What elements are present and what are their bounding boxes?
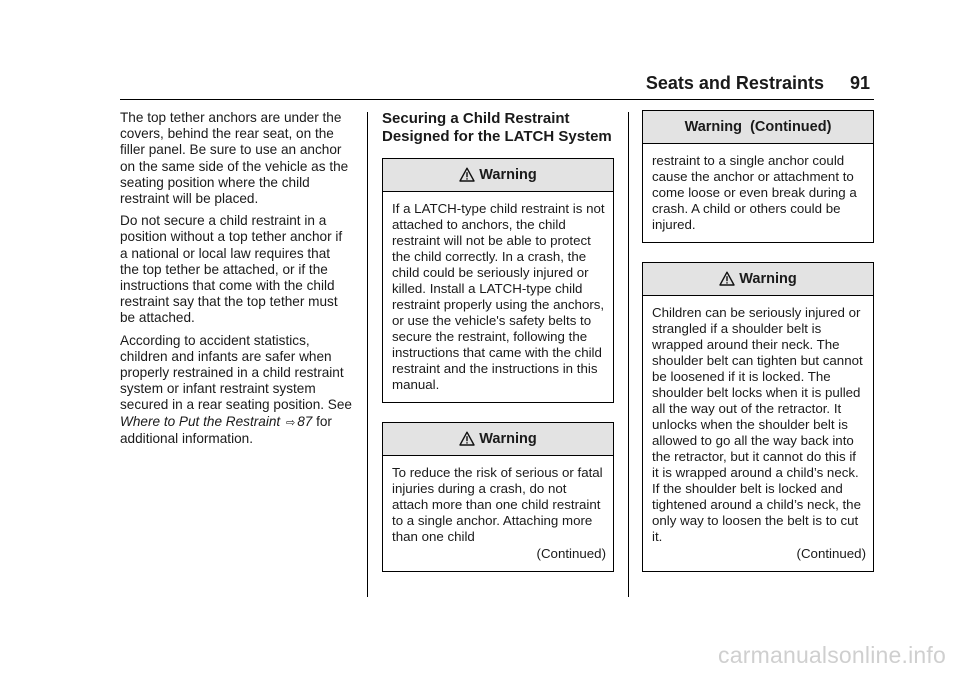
warning-header	[643, 263, 873, 296]
warning-box-single-anchor	[382, 422, 614, 572]
page-number: 91	[849, 73, 870, 93]
column-divider-1	[367, 112, 368, 597]
warning-title: Warning (Continued)	[684, 119, 832, 135]
continued-label: (Continued)	[536, 546, 606, 561]
warning-title: Warning	[479, 167, 537, 183]
warning-triangle-icon	[459, 167, 475, 182]
warning-body	[383, 456, 613, 571]
section-title: Seats and Restraints	[645, 73, 824, 93]
column-2	[382, 110, 614, 591]
cross-reference-page[interactable]: 87	[297, 413, 313, 429]
warning-title: Warning	[739, 271, 797, 287]
warning-box-latch	[382, 158, 614, 403]
paragraph-statistics	[120, 333, 352, 447]
page-header	[646, 73, 870, 94]
statistics-end-text: for additional information.	[120, 413, 332, 446]
statistics-text: According to accident statistics, children and infants are safer when properly restrained in a child restraint system or infant restraint system secured in a rear seating position. See	[120, 332, 352, 413]
warning-box-continued	[642, 110, 874, 243]
warning-header	[383, 159, 613, 192]
column-divider-2	[628, 112, 629, 597]
paragraph-tether-law: Do not secure a child restraint in a position without a top tether anchor if a national or local law requires that the top tether be attached, or if the instructions that come with the child restraint say that the top tether must be attached.	[120, 213, 343, 326]
warning-text: To reduce the risk of serious or fatal injuries during a crash, do not attach more than one child restraint to a single anchor. Attaching more than one child	[392, 465, 603, 544]
warning-box-shoulder-belt	[642, 262, 874, 572]
page-ref-arrow-icon: ⇨	[285, 416, 296, 429]
column-1	[120, 110, 352, 453]
warning-body: If a LATCH-type child restraint is not attached to anchors, the child restraint will not be able to protect the child correctly. In a crash, the child could be seriously injured or killed. Install a LATCH-type child restraint properly using the anchors, or use the vehicle's safety belts to secure the restraint, following the instructions that came with the child restraint and the instructions in this manual.	[392, 201, 605, 392]
warning-title: Warning	[479, 431, 537, 447]
warning-triangle-icon	[459, 431, 475, 446]
continued-label: (Continued)	[796, 546, 866, 561]
warning-body	[643, 296, 873, 571]
section-heading-latch: Securing a Child Restraint Designed for the LATCH System	[382, 110, 612, 145]
watermark: carmanualsonline.info	[718, 642, 946, 668]
column-3	[642, 110, 874, 591]
warning-text: Children can be seriously injured or strangled if a shoulder belt is wrapped around their neck. The shoulder belt can tighten but cannot be loosened if it is locked. The shoulder belt locks when it is pulled all the way out of the retractor. It unlocks when the shoulder belt is allowed to go all the way back into the retractor, but it cannot do this if it is wrapped around a child’s neck. If the shoulder belt is locked and tightened around a child’s neck, the only way to loosen the belt is to cut it.	[652, 305, 863, 544]
header-rule	[120, 99, 874, 100]
warning-triangle-icon	[719, 271, 735, 286]
paragraph-tether-location: The top tether anchors are under the covers, behind the rear seat, on the filler panel. Be sure to use an anchor on the same side of the vehicle as the seating position where the child restraint will be placed.	[120, 110, 349, 207]
cross-reference-link[interactable]: Where to Put the Restraint	[120, 413, 281, 429]
warning-header	[643, 111, 873, 144]
warning-body: restraint to a single anchor could cause the anchor or attachment to come loose or even break during a crash. A child or others could be injured.	[652, 153, 857, 232]
warning-header	[383, 423, 613, 456]
